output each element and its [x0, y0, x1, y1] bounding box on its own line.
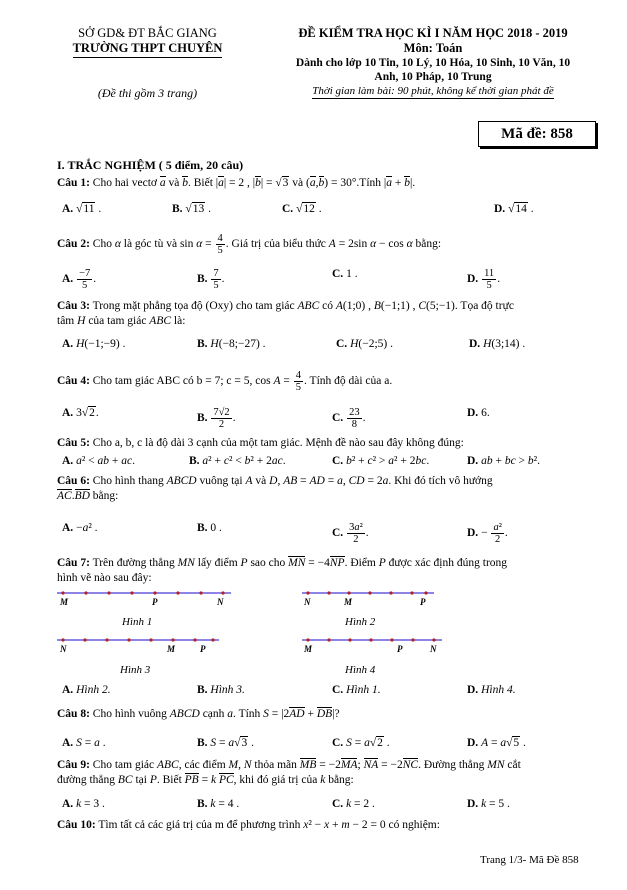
q1-t2: và [165, 177, 183, 189]
q5-option-a[interactable]: A. a² < ab + ac. [62, 455, 135, 467]
svg-text:P: P [397, 644, 403, 654]
question-3: Câu 3: Trong mặt phẳng tọa độ (Oxy) cho tam giác ABC có A(1;0) , B(−1;1) , C(5;−1). Tọa độ trực tâm H của tam giác ABC là: [57, 300, 514, 327]
q9-t1: Cho tam giác [89, 759, 157, 771]
page-footer: Trang 1/3- Mã Đề 858 [480, 854, 579, 866]
q6-t6: . Khi đó tích vô hướng [388, 475, 493, 487]
q7-b-value: Hình 3. [210, 684, 245, 696]
section-title: I. TRẮC NGHIỆM ( 5 điểm, 20 câu) [57, 158, 244, 172]
q1-option-b[interactable]: B. √13 . [172, 203, 211, 215]
q3-option-a[interactable]: A. H(−1;−9) . [62, 338, 126, 350]
q9-t9: , khi đó giá trị của [233, 774, 321, 786]
q2-d-label: D. [467, 273, 479, 286]
q10-t1: Tìm tất cả các giá trị của m để phương trình [95, 819, 304, 831]
exam-code: Mã đề: 858 [478, 121, 596, 147]
q6-a-label: A. [62, 522, 74, 534]
q6-options [62, 522, 582, 545]
q2-c-label: C. [332, 268, 344, 280]
q6-c-label: C. [332, 527, 344, 540]
q7-b-label: B. [197, 684, 208, 696]
q7-d-label: D. [467, 684, 479, 696]
q9-options [62, 798, 582, 814]
subject: Môn: Toán [403, 41, 463, 55]
question-6: Câu 6: Cho hình thang ABCD vuông tại A và D, AB = AD = a, CD = 2a. Khi đó tích vô hướng AC.BD bằng: [57, 475, 493, 502]
q7-t6: hình vẽ nào sau đây: [57, 572, 152, 584]
q8-d-label: D. [467, 737, 479, 749]
q8-option-d[interactable]: D. A = a√5 . [467, 737, 526, 749]
header-left [40, 26, 255, 101]
q9-t5: cắt [504, 759, 521, 771]
q5-option-c[interactable]: C. b² + c² > a² + 2bc. [332, 455, 430, 467]
q6-t2: vuông tại [196, 475, 246, 487]
q7-a-label: A. [62, 684, 74, 696]
q4-t1: Cho tam giác ABC có b = 7; c = 5, [89, 375, 256, 388]
q5-d-label: D. [467, 455, 479, 467]
q4-option-a[interactable]: A. 3√2. [62, 407, 99, 419]
q8-b-label: B. [197, 737, 208, 749]
svg-text:N: N [217, 597, 224, 607]
q4-options [62, 407, 582, 430]
q7-a-value: Hình 2. [76, 684, 111, 696]
q1-a-label: A. [62, 203, 74, 215]
svg-text:P: P [200, 644, 206, 654]
figure-2-caption: Hình 2 [345, 616, 376, 628]
time-note: Thời gian làm bài: 90 phút, không kể thời gian phát đề [312, 85, 554, 97]
q2-t4: bằng: [412, 238, 442, 251]
q1-c-label: C. [282, 203, 294, 215]
q9-t8: . Biết [156, 774, 185, 786]
q5-label: Câu 5: [57, 437, 90, 449]
q1-t5: .Tính [356, 177, 384, 189]
q3-d-label: D. [469, 338, 481, 350]
exam-title: ĐỀ KIỂM TRA HỌC KÌ I NĂM HỌC 2018 - 2019 [298, 26, 568, 40]
q9-a-label: A. [62, 798, 74, 810]
svg-text:M: M [60, 597, 69, 607]
q2-label: Câu 2: [57, 238, 90, 251]
q8-option-a[interactable]: A. S = a . [62, 737, 106, 749]
q6-t4: , [277, 475, 284, 487]
svg-text:P: P [152, 597, 158, 607]
svg-text:N: N [60, 644, 67, 654]
q1-option-d[interactable]: D. √14 . [494, 203, 534, 215]
figure-4-caption: Hình 4 [345, 664, 376, 676]
q6-option-d[interactable]: D. − $\frac{\text{a²}}{2}$ . [467, 522, 508, 545]
q7-t1: Trên đường thẳng [89, 557, 178, 569]
q9-t3: thỏa mãn [251, 759, 300, 771]
q7-t3: sao cho [247, 557, 289, 569]
q7-t2: lấy điểm [194, 557, 241, 569]
q7-option-a[interactable] [62, 684, 111, 696]
q5-c-label: C. [332, 455, 344, 467]
q5-b-label: B. [189, 455, 200, 467]
question-8: Câu 8: Cho hình vuông ABCD cạnh a. Tính S = |2AD + DB|? [57, 708, 340, 720]
q3-t6: là: [171, 315, 186, 327]
header-right [268, 26, 598, 99]
q1-t4: và [289, 177, 307, 189]
question-5 [57, 436, 587, 451]
q9-t6: đường thẳng [57, 774, 118, 786]
q1-t1: Cho hai vectơ [89, 177, 160, 189]
q3-t3: . Tọa độ trực [454, 300, 514, 312]
figure-3-diagram [55, 632, 225, 656]
q2-option-d[interactable]: D. $\frac{11}{5}$ . [467, 268, 501, 291]
q4-option-b[interactable]: B. $\frac{7√2}{2}$ . [197, 407, 236, 430]
pages-note: (Đề thi gồm 3 trang) [97, 86, 198, 100]
q3-t1: Trong mặt phẳng tọa độ (Oxy) cho tam giác [89, 300, 298, 312]
q7-c-value: Hình 1. [346, 684, 381, 696]
q1-option-a[interactable]: A. √11 . [62, 203, 102, 215]
q9-b-label: B. [197, 798, 208, 810]
question-7: Câu 7: Trên đường thẳng MN lấy điểm P sao cho MN = −4NP. Điểm P được xác định đúng trong hình vẽ nào sau đây: [57, 557, 508, 584]
q6-option-b[interactable]: B. 0 . [197, 522, 222, 534]
q2-t3: . Giá trị của biểu thức [225, 238, 329, 251]
q6-label: Câu 6: [57, 475, 90, 487]
q10-label: Câu 10: [57, 819, 96, 831]
q7-options [62, 684, 582, 700]
q3-t5: của tam giác [85, 315, 150, 327]
q4-t2: . Tính độ dài của a. [304, 375, 393, 388]
q9-t10: bằng: [325, 774, 354, 786]
q2-a-label: A. [62, 273, 74, 286]
q3-t2: có [319, 300, 336, 312]
q3-c-label: C. [336, 338, 348, 350]
figure-1-diagram [55, 585, 235, 609]
department: SỞ GD& ĐT BẮC GIANG [78, 26, 217, 40]
q2-t1: Cho [89, 238, 115, 251]
q7-d-value: Hình 4. [481, 684, 516, 696]
figure-4-diagram [300, 632, 450, 656]
q4-b-label: B. [197, 412, 208, 425]
q9-d-label: D. [467, 798, 479, 810]
q3-t4: tâm [57, 315, 78, 327]
svg-text:M: M [344, 597, 353, 607]
q4-label: Câu 4: [57, 375, 90, 388]
svg-text:M: M [167, 644, 176, 654]
q4-d-value: 6. [481, 407, 490, 419]
q4-a-label: A. [62, 407, 74, 419]
q8-option-b[interactable]: B. S = a√3 . [197, 737, 254, 749]
for-classes-2: Anh, 10 Pháp, 10 Trung [374, 71, 492, 83]
q9-label: Câu 9: [57, 759, 90, 771]
q5-option-b[interactable]: B. a² + c² < b² + 2ac. [189, 455, 286, 467]
q9-option-b[interactable]: B. k = 4 . [197, 798, 240, 810]
q3-a-label: A. [62, 338, 74, 350]
q9-option-c[interactable]: C. k = 2 . [332, 798, 375, 810]
q9-option-d[interactable]: D. k = 5 . [467, 798, 510, 810]
q6-option-a[interactable]: A. −a² . [62, 522, 98, 534]
q1-label: Câu 1: [57, 177, 90, 189]
q1-d-label: D. [494, 203, 506, 215]
q5-a-label: A. [62, 455, 74, 467]
q4-d-label: D. [467, 407, 479, 419]
q9-t2: , các điểm [178, 759, 229, 771]
question-9: Câu 9: Cho tam giác ABC, các điểm M, N thỏa mãn MB = −2MA; NA = −2NC. Đường thẳng MN cắt đường thẳng BC tại P. Biết PB = k PC, khi đó giá trị của k bằng: [57, 759, 521, 786]
q5-t1: Cho a, b, c là độ dài 3 cạnh của một tam giác. Mệnh đề nào sau đây không đúng: [89, 437, 464, 449]
q4-option-d[interactable] [467, 407, 490, 419]
q8-t2: cạnh [199, 708, 228, 720]
question-10: Câu 10: Tìm tất cả các giá trị của m để phương trình x² − x + m − 2 = 0 có nghiệm: [57, 819, 440, 831]
q3-b-label: B. [197, 338, 208, 350]
q6-d-label: D. [467, 527, 479, 540]
q6-option-c[interactable]: C. $\frac{\text{3a²}}{2}$ . [332, 522, 369, 545]
school-name: TRƯỜNG THPT CHUYÊN [73, 41, 223, 58]
q3-label: Câu 3: [57, 300, 90, 312]
q7-option-d[interactable] [467, 684, 516, 696]
question-2: Câu 2: Cho α là góc tù và sin α = $\frac{4}{5}$ . Giá trị của biểu thức A = 2sin α − cos α bằng: [57, 233, 442, 256]
q2-options [62, 268, 582, 291]
q2-option-c[interactable]: C. 1 . [332, 268, 358, 280]
q2-t2: là góc tù và [120, 238, 180, 251]
q3-option-b[interactable]: B. H(−8;−27) . [197, 338, 266, 350]
q1-b-label: B. [172, 203, 183, 215]
q10-t2: có nghiệm: [385, 819, 440, 831]
figure-1-caption: Hình 1 [122, 616, 153, 628]
q9-option-a[interactable]: A. k = 3 . [62, 798, 105, 810]
svg-text:M: M [304, 644, 313, 654]
figure-3-caption: Hình 3 [120, 664, 151, 676]
q2-b-label: B. [197, 273, 208, 286]
q8-label: Câu 8: [57, 708, 90, 720]
q3-options [62, 338, 582, 354]
q7-t4: . Điểm [344, 557, 379, 569]
q7-option-c[interactable] [332, 684, 381, 696]
q7-label: Câu 7: [57, 557, 90, 569]
q3-option-d[interactable]: D. H(3;14) . [469, 338, 526, 350]
q9-c-label: C. [332, 798, 344, 810]
q8-t4: ? [334, 708, 340, 720]
q9-t4: . Đường thẳng [418, 759, 488, 771]
q7-c-label: C. [332, 684, 344, 696]
q2-option-b[interactable]: B. $\frac{7}{5}$ . [197, 268, 225, 291]
q1-options [62, 203, 582, 219]
q8-option-c[interactable]: C. S = a√2 . [332, 737, 390, 749]
q5-options [62, 455, 582, 471]
question-4: Câu 4: Cho tam giác ABC có b = 7; c = 5, cos A = $\frac{4}{5}$ . Tính độ dài của a. [57, 370, 393, 393]
q6-t5: , [342, 475, 349, 487]
svg-text:N: N [304, 597, 311, 607]
q7-option-b[interactable] [197, 684, 245, 696]
q1-t3: . Biết [187, 177, 216, 189]
q2-option-a[interactable]: A. $\frac{-7}{5}$ . [62, 268, 97, 291]
question-1: Câu 1: Cho hai vectơ a và b. Biết |a| = 2 , |b| = √3 và (a,b) = 30°.Tính |a + b|. [57, 177, 416, 189]
q8-a-label: A. [62, 737, 74, 749]
q7-t5: được xác định đúng trong [385, 557, 508, 569]
q8-t3: . Tính [233, 708, 264, 720]
q4-option-c[interactable]: C. $\frac{23}{8}$ . [332, 407, 366, 430]
q4-c-label: C. [332, 412, 344, 425]
q8-options [62, 737, 582, 753]
q6-t3: và [252, 475, 270, 487]
q5-option-d[interactable]: D. ab + bc > b². [467, 455, 540, 467]
figure-2-diagram [300, 585, 440, 609]
q6-t1: Cho hình thang [89, 475, 167, 487]
q9-t7: tại [132, 774, 150, 786]
q6-b-label: B. [197, 522, 208, 534]
q6-t7: bằng: [89, 490, 119, 502]
q8-c-label: C. [332, 737, 344, 749]
svg-text:N: N [430, 644, 437, 654]
q3-option-c[interactable]: C. H(−2;5) . [336, 338, 393, 350]
svg-text:P: P [420, 597, 426, 607]
q1-option-c[interactable]: C. √12 . [282, 203, 322, 215]
q8-t1: Cho hình vuông [89, 708, 170, 720]
for-classes-1: Dành cho lớp 10 Tin, 10 Lý, 10 Hóa, 10 Sinh, 10 Văn, 10 [295, 57, 571, 69]
